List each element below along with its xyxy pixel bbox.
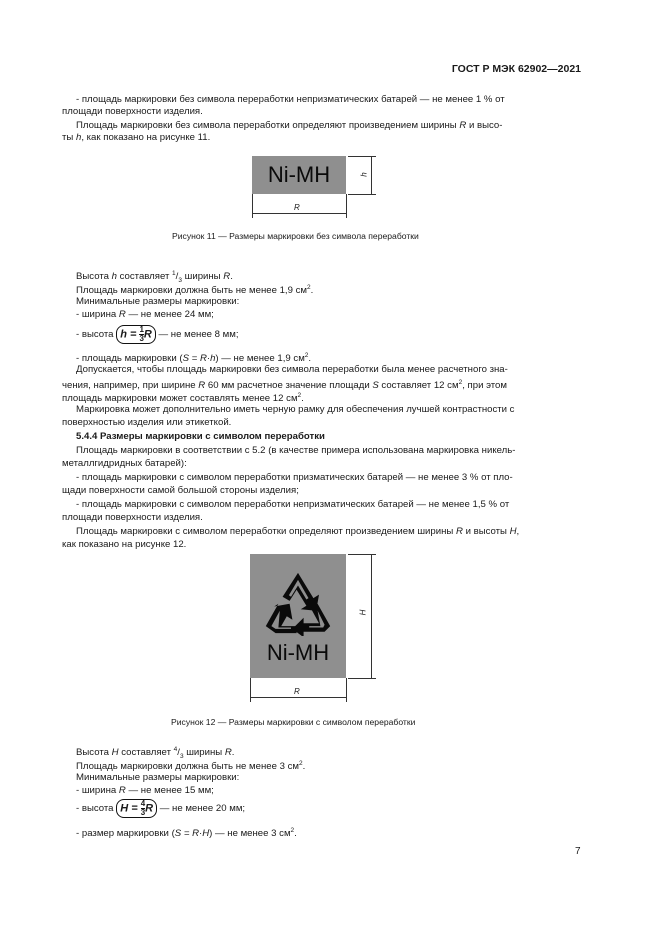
intro-line-2: площади поверхности изделия. [62,106,203,117]
dim-line-height [371,156,372,194]
area-formula-1: - площадь маркировки (S = R·h) — не менее 1,9 $см^2$. [76,352,312,365]
marking-label-fig11 [252,156,346,194]
document-id: ГОСТ Р МЭК 62902—2021 [451,63,581,75]
dim-line-width [250,697,346,698]
dim-extension-line [348,194,376,195]
section-line-4: щади поверхности самой большой стороны изделия; [62,485,299,496]
dim-extension-line [250,678,251,702]
section-line-8: как показано на рисунке 12. [62,539,187,550]
height-ratio-2: Высота H составляет $^4/_3$ ширины R. [76,746,235,761]
page-number: 7 [575,846,581,857]
section-line-3: - площадь маркировки с символом переработки призматических батарей — не менее 3 % от пло- [76,472,513,483]
height-formula-1: h = $\frac{1}{3}$ R [116,325,156,344]
dim-line-height [371,554,372,678]
para-tolerance-2: чения, например, при ширине R 60 мм расчетное значение площади S составляет 12 $см^2$, при этом [62,379,507,392]
width-min-1: - ширина R — не менее 24 мм; [76,309,214,320]
marking-label-fig12 [250,554,346,678]
height-ratio-1: Высота h составляет $^1/_3$ ширины R. [76,270,233,285]
dim-label-width: R [294,687,300,696]
section-line-2: металлгидридных батарей): [62,458,187,469]
dim-label-height: h [359,172,369,177]
dim-extension-line [348,678,376,679]
height-min-1: - высота h = $\frac{1}{3}$ R — не менее 8 мм; [76,324,239,343]
section-heading: 5.4.4 Размеры маркировки с символом переработки [76,431,325,442]
para-tolerance-3: площадь маркировки может составлять менее 12 $см^2$. [62,392,304,405]
para-frame-2: поверхностью изделия или этикеткой. [62,417,232,428]
section-line-5: - площадь маркировки с символом переработки непризматических батарей — не менее 1,5 % от [76,499,510,510]
area-formula-2: - размер маркировки (S = R·H) — не менее 3 $см^2$. [76,827,297,840]
area-min-1: Площадь маркировки должна быть не менее 1,9 $см^2$. [76,284,314,297]
intro-line-1: - площадь маркировки без символа переработки непризматических батарей — не менее 1 % от [76,94,505,105]
section-line-1: Площадь маркировки в соответствии с 5.2 (в качестве примера использована маркировка никель- [76,445,516,456]
dim-extension-line [252,194,253,218]
dim-extension-line [346,678,347,702]
intro-line-3: Площадь маркировки без символа переработки определяют произведением ширины R и высо- [76,120,503,131]
para-tolerance-1: Допускается, чтобы площадь маркировки без символа переработки была менее расчетного зна- [76,364,508,375]
height-min-2: - высота H = $\frac{4}{3}$ R — не менее 20 мм; [76,798,246,817]
marking-label-text: Ni-MH [266,640,330,665]
width-min-2: - ширина R — не менее 15 мм; [76,785,214,796]
marking-label-text: Ni-MH [267,162,331,187]
dim-label-width: R [294,203,300,212]
dim-label-height: H [358,609,368,616]
dim-line-width [252,213,346,214]
dim-extension-line [346,194,347,218]
min-dims-title-1: Минимальные размеры маркировки: [76,296,240,307]
section-line-7: Площадь маркировки с символом переработки определяют произведением ширины R и высоты H, [76,526,520,537]
figure-11-caption: Рисунок 11 — Размеры маркировки без символа переработки [172,231,419,241]
recycle-icon [263,570,333,636]
intro-line-4: ты h, как показано на рисунке 11. [62,132,211,143]
section-line-6: площади поверхности изделия. [62,512,203,523]
area-min-2: Площадь маркировки должна быть не менее 3 $см^2$. [76,760,306,773]
figure-12-caption: Рисунок 12 — Размеры маркировки с символом переработки [171,717,416,727]
min-dims-title-2: Минимальные размеры маркировки: [76,772,240,783]
para-frame-1: Маркировка может дополнительно иметь черную рамку для обеспечения лучшей контрастности с [76,404,515,415]
height-formula-2: H = $\frac{4}{3}$ R [116,799,157,818]
